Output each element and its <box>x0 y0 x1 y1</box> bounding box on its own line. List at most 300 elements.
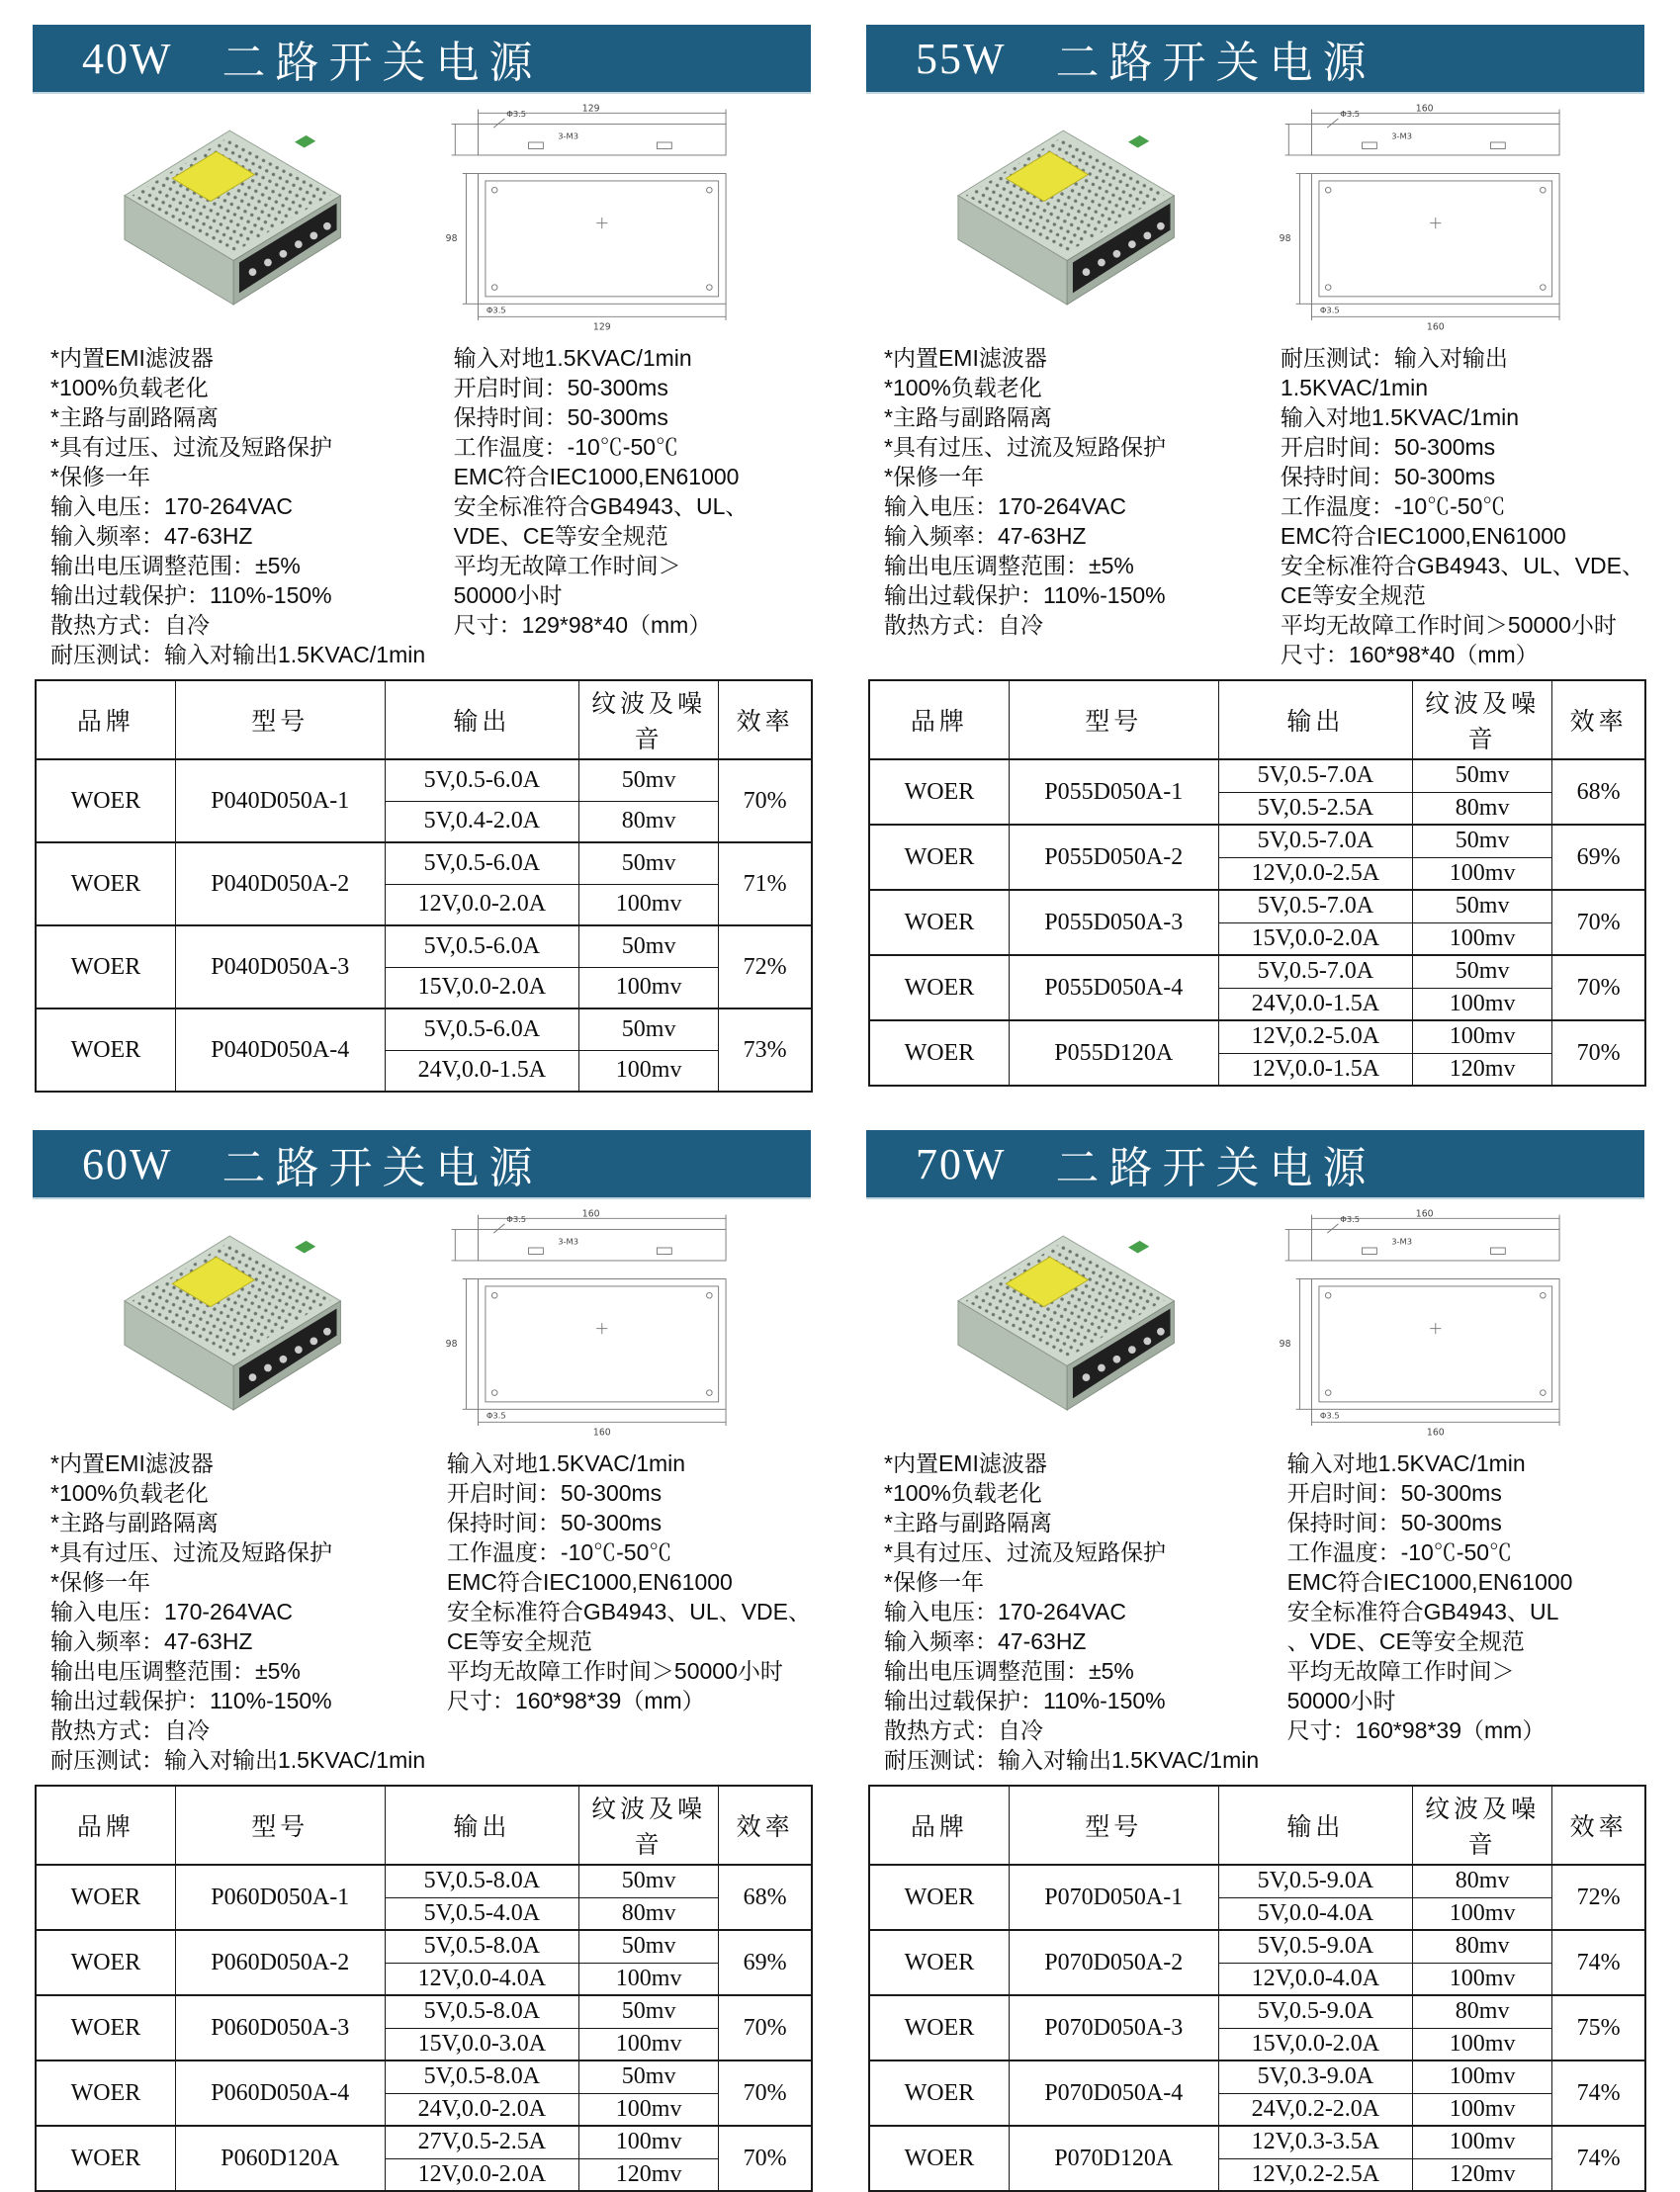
spec-line: *内置EMI滤波器 <box>50 345 214 371</box>
spec-column-right <box>454 343 811 669</box>
spec-line: *具有过压、过流及短路保护 <box>884 1539 1166 1565</box>
spec-line: *保修一年 <box>884 1569 984 1595</box>
col-header-brand: 品牌 <box>869 680 1009 759</box>
brand-cell: WOER <box>869 1995 1009 2060</box>
spec-line: 50000小时 <box>1286 1688 1396 1713</box>
drawing-screw-label: 3-M3 <box>558 1236 579 1247</box>
spec-line: VDE、CE等安全规范 <box>453 523 668 549</box>
efficiency-cell: 70% <box>719 759 812 842</box>
output-cell: 5V,0.5-7.0A <box>1218 890 1412 922</box>
spec-line: EMC符合IEC1000,EN61000 <box>446 1569 733 1595</box>
spec-line: 尺寸：160*98*39（mm） <box>1286 1717 1546 1743</box>
spec-line: 输入频率：47-63HZ <box>50 523 253 549</box>
spec-table <box>35 1785 813 2192</box>
efficiency-cell: 75% <box>1552 1995 1645 2060</box>
table-row <box>869 1930 1645 1963</box>
efficiency-cell: 70% <box>1552 890 1645 955</box>
efficiency-cell: 73% <box>719 1008 812 1092</box>
drawing-hole-label-2: Φ3.5 <box>486 305 506 315</box>
brand-cell: WOER <box>36 925 175 1008</box>
table-row <box>869 825 1645 857</box>
ripple-cell: 80mv <box>578 1897 718 1930</box>
col-header-brand: 品牌 <box>869 1786 1009 1865</box>
drawing-hole-label: Φ3.5 <box>506 108 527 119</box>
output-cell: 12V,0.0-4.0A <box>1218 1963 1412 1995</box>
spec-line: 耐压测试：输入对输出1.5KVAC/1min <box>50 1747 426 1773</box>
brand-cell: WOER <box>36 1930 175 1995</box>
spec-line: 输入对地1.5KVAC/1min <box>446 1450 686 1476</box>
model-cell: P040D050A-2 <box>175 842 385 925</box>
spec-line: 1.5KVAC/1min <box>1280 375 1429 400</box>
drawing-screw-label: 3-M3 <box>1391 1236 1413 1247</box>
col-header-efficiency: 效率 <box>1552 1786 1645 1865</box>
spec-line: 平均无故障工作时间＞50000小时 <box>446 1658 783 1684</box>
output-cell: 12V,0.2-2.5A <box>1218 2158 1412 2191</box>
drawing-hole-label-2: Φ3.5 <box>1319 305 1340 315</box>
table-row <box>869 2126 1645 2158</box>
efficiency-cell: 69% <box>1552 825 1645 890</box>
spec-line: *保修一年 <box>50 464 150 489</box>
spec-line: 输入电压：170-264VAC <box>50 493 293 519</box>
spec-line: 输出过载保护：110%-150% <box>884 582 1166 608</box>
drawing-screw-label: 3-M3 <box>1391 131 1413 141</box>
drawing-length-label-bottom: 160 <box>1426 321 1445 333</box>
media-row <box>33 104 811 339</box>
efficiency-cell: 70% <box>719 2126 812 2191</box>
spec-line: 散热方式：自冷 <box>50 1717 210 1743</box>
output-cell: 12V,0.0-2.5A <box>1218 857 1412 890</box>
spec-line: 输入频率：47-63HZ <box>50 1628 253 1654</box>
efficiency-cell: 71% <box>719 842 812 925</box>
output-cell: 5V,0.5-8.0A <box>385 2060 578 2093</box>
dimension-drawing <box>375 104 811 333</box>
efficiency-cell: 70% <box>1552 955 1645 1020</box>
spec-line: *保修一年 <box>884 464 984 489</box>
table-row <box>36 1008 812 1050</box>
table-row <box>869 1865 1645 1897</box>
drawing-length-label-bottom: 160 <box>1426 1427 1445 1439</box>
efficiency-cell: 70% <box>719 1995 812 2060</box>
drawing-depth-label: 98 <box>1279 1339 1291 1351</box>
col-header-ripple: 纹波及噪音 <box>1412 680 1551 759</box>
table-row <box>869 890 1645 922</box>
spec-text-block <box>50 343 811 669</box>
ripple-cell: 80mv <box>1412 1995 1551 2028</box>
col-header-model: 型号 <box>175 680 385 759</box>
section-title: 二路开关电源 <box>1055 1144 1376 1192</box>
table-row <box>36 1930 812 1963</box>
drawing-depth-label: 98 <box>445 233 458 245</box>
spec-table <box>868 679 1646 1087</box>
spec-line: 保持时间：50-300ms <box>1280 464 1496 489</box>
ripple-cell: 50mv <box>578 1008 718 1050</box>
drawing-hole-label: Φ3.5 <box>1340 108 1361 119</box>
dimension-drawing <box>1208 1209 1644 1439</box>
output-cell: 5V,0.5-6.0A <box>385 925 578 967</box>
brand-cell: WOER <box>869 759 1009 825</box>
ripple-cell: 100mv <box>1412 2126 1551 2158</box>
ripple-cell: 50mv <box>578 1930 718 1963</box>
table-body <box>869 1865 1645 2191</box>
power-supply-case-illustration <box>958 131 1174 305</box>
table-body <box>36 1865 812 2191</box>
spec-line: EMC符合IEC1000,EN61000 <box>1286 1569 1573 1595</box>
efficiency-cell: 68% <box>719 1865 812 1930</box>
spec-column-left <box>884 1448 1287 1775</box>
model-cell: P060D050A-1 <box>175 1865 385 1930</box>
brand-cell: WOER <box>869 890 1009 955</box>
ripple-cell: 100mv <box>578 1963 718 1995</box>
spec-line: 散热方式：自冷 <box>50 612 210 638</box>
output-cell: 12V,0.0-2.0A <box>385 884 578 925</box>
spec-line: 散热方式：自冷 <box>884 612 1043 638</box>
ripple-cell: 50mv <box>1412 759 1551 792</box>
spec-text-block <box>50 1448 811 1775</box>
ripple-cell: 50mv <box>1412 890 1551 922</box>
brand-cell: WOER <box>869 1020 1009 1086</box>
output-cell: 5V,0.4-2.0A <box>385 801 578 842</box>
product-photo <box>894 104 1191 333</box>
col-header-efficiency: 效率 <box>719 1786 812 1865</box>
side-view <box>452 1215 726 1261</box>
efficiency-cell: 72% <box>1552 1865 1645 1930</box>
section-title: 二路开关电源 <box>221 39 543 87</box>
ripple-cell: 80mv <box>578 801 718 842</box>
ripple-cell: 120mv <box>1412 2158 1551 2191</box>
output-cell: 5V,0.5-9.0A <box>1218 1865 1412 1897</box>
table-row <box>36 1865 812 1897</box>
spec-line: 输出电压调整范围：±5% <box>50 1658 301 1684</box>
col-header-output: 输出 <box>1218 1786 1412 1865</box>
model-cell: P060D120A <box>175 2126 385 2191</box>
spec-line: EMC符合IEC1000,EN61000 <box>1280 523 1566 549</box>
output-cell: 5V,0.5-2.5A <box>1218 792 1412 825</box>
ripple-cell: 100mv <box>578 2126 718 2158</box>
drawing-screw-label: 3-M3 <box>558 131 579 141</box>
section-header-bar <box>866 1130 1644 1197</box>
spec-line: 输入频率：47-63HZ <box>884 523 1087 549</box>
output-cell: 5V,0.5-7.0A <box>1218 825 1412 857</box>
spec-line: 耐压测试：输入对输出1.5KVAC/1min <box>884 1747 1260 1773</box>
output-cell: 12V,0.0-4.0A <box>385 1963 578 1995</box>
brand-cell: WOER <box>36 842 175 925</box>
ripple-cell: 50mv <box>578 1865 718 1897</box>
brand-cell: WOER <box>869 955 1009 1020</box>
col-header-brand: 品牌 <box>36 680 175 759</box>
table-body <box>36 759 812 1092</box>
model-cell: P055D050A-4 <box>1009 955 1218 1020</box>
output-cell: 5V,0.5-8.0A <box>385 1865 578 1897</box>
output-cell: 5V,0.3-9.0A <box>1218 2060 1412 2093</box>
brand-cell: WOER <box>869 1865 1009 1930</box>
ripple-cell: 50mv <box>578 842 718 884</box>
spec-column-right <box>447 1448 811 1775</box>
spec-line: 开启时间：50-300ms <box>1286 1480 1502 1506</box>
output-cell: 12V,0.0-2.0A <box>385 2158 578 2191</box>
spec-line: *具有过压、过流及短路保护 <box>50 434 332 460</box>
ripple-cell: 100mv <box>1412 2028 1551 2060</box>
output-cell: 15V,0.0-2.0A <box>1218 922 1412 955</box>
ripple-cell: 100mv <box>578 967 718 1008</box>
product-photo <box>60 104 357 333</box>
power-supply-section <box>866 25 1644 1093</box>
output-cell: 15V,0.0-2.0A <box>1218 2028 1412 2060</box>
output-cell: 5V,0.5-7.0A <box>1218 955 1412 988</box>
col-header-ripple: 纹波及噪音 <box>578 1786 718 1865</box>
spec-line: 输出电压调整范围：±5% <box>50 553 301 578</box>
power-supply-section <box>33 1130 811 2192</box>
ripple-cell: 50mv <box>578 1995 718 2028</box>
output-cell: 5V,0.5-8.0A <box>385 1930 578 1963</box>
spec-line: 输出电压调整范围：±5% <box>884 1658 1134 1684</box>
table-row <box>36 842 812 884</box>
dimension-drawing <box>1208 104 1644 333</box>
efficiency-cell: 70% <box>1552 1020 1645 1086</box>
drawing-hole-label: Φ3.5 <box>506 1213 527 1224</box>
spec-line: 开启时间：50-300ms <box>1280 434 1496 460</box>
ripple-cell: 80mv <box>1412 1930 1551 1963</box>
model-cell: P040D050A-4 <box>175 1008 385 1092</box>
spec-line: 平均无故障工作时间＞ <box>453 553 681 578</box>
brand-cell: WOER <box>869 1930 1009 1995</box>
spec-line: 保持时间：50-300ms <box>446 1510 663 1535</box>
model-cell: P055D050A-1 <box>1009 759 1218 825</box>
side-view <box>1285 1215 1559 1261</box>
col-header-output: 输出 <box>1218 680 1412 759</box>
spec-line: 尺寸：129*98*40（mm） <box>453 612 712 638</box>
table-row <box>36 925 812 967</box>
dimension-drawing <box>375 1209 811 1439</box>
brand-cell: WOER <box>36 2126 175 2191</box>
spec-line: 输入电压：170-264VAC <box>884 493 1126 519</box>
spec-line: 输入频率：47-63HZ <box>884 1628 1087 1654</box>
power-supply-section <box>866 1130 1644 2192</box>
efficiency-cell: 74% <box>1552 2126 1645 2191</box>
green-label <box>1128 135 1149 148</box>
top-view <box>1296 174 1559 320</box>
model-cell: P040D050A-3 <box>175 925 385 1008</box>
spec-line: *100%负载老化 <box>50 375 209 400</box>
drawing-hole-label-2: Φ3.5 <box>486 1410 506 1421</box>
table-row <box>36 2060 812 2093</box>
spec-line: 安全标准符合GB4943、UL、VDE、 <box>446 1599 811 1624</box>
col-header-ripple: 纹波及噪音 <box>578 680 718 759</box>
table-header-row <box>869 680 1645 759</box>
spec-line: 平均无故障工作时间＞50000小时 <box>1280 612 1617 638</box>
spec-line: *主路与副路隔离 <box>50 404 219 430</box>
ripple-cell: 100mv <box>1412 1020 1551 1053</box>
spec-line: 工作温度：-10℃-50℃ <box>446 1539 672 1565</box>
model-cell: P055D120A <box>1009 1020 1218 1086</box>
model-cell: P070D050A-2 <box>1009 1930 1218 1995</box>
spec-line: *主路与副路隔离 <box>884 1510 1052 1535</box>
drawing-length-label-top: 160 <box>1415 104 1434 115</box>
output-cell: 12V,0.2-5.0A <box>1218 1020 1412 1053</box>
efficiency-cell: 72% <box>719 925 812 1008</box>
sections-grid <box>33 25 1652 2192</box>
brand-cell: WOER <box>36 1008 175 1092</box>
output-cell: 5V,0.5-7.0A <box>1218 759 1412 792</box>
brand-cell: WOER <box>36 1865 175 1930</box>
col-header-output: 输出 <box>385 1786 578 1865</box>
spec-line: 工作温度：-10℃-50℃ <box>1286 1539 1513 1565</box>
model-cell: P060D050A-3 <box>175 1995 385 2060</box>
spec-text-block <box>884 1448 1644 1775</box>
ripple-cell: 120mv <box>578 2158 718 2191</box>
table-header-row <box>869 1786 1645 1865</box>
spec-line: 工作温度：-10℃-50℃ <box>1280 493 1506 519</box>
spec-line: 输出电压调整范围：±5% <box>884 553 1134 578</box>
top-view <box>1296 1279 1559 1426</box>
side-view <box>1285 110 1559 155</box>
spec-column-left <box>884 343 1281 669</box>
green-label <box>1128 1241 1149 1254</box>
spec-line: 保持时间：50-300ms <box>1286 1510 1502 1535</box>
section-title: 二路开关电源 <box>221 1144 543 1192</box>
spec-line: 平均无故障工作时间＞ <box>1286 1658 1515 1684</box>
section-wattage: 40W <box>82 34 173 83</box>
ripple-cell: 50mv <box>578 2060 718 2093</box>
spec-line: 耐压测试：输入对输出 <box>1280 345 1508 371</box>
col-header-efficiency: 效率 <box>1552 680 1645 759</box>
efficiency-cell: 68% <box>1552 759 1645 825</box>
table-row <box>869 2060 1645 2093</box>
ripple-cell: 50mv <box>578 759 718 801</box>
media-row <box>33 1209 811 1445</box>
model-cell: P040D050A-1 <box>175 759 385 842</box>
spec-column-right <box>1287 1448 1644 1775</box>
output-cell: 5V,0.5-8.0A <box>385 1995 578 2028</box>
spec-line: 50000小时 <box>453 582 563 608</box>
output-cell: 27V,0.5-2.5A <box>385 2126 578 2158</box>
col-header-ripple: 纹波及噪音 <box>1412 1786 1551 1865</box>
output-cell: 5V,0.5-9.0A <box>1218 1995 1412 2028</box>
col-header-output: 输出 <box>385 680 578 759</box>
col-header-brand: 品牌 <box>36 1786 175 1865</box>
table-row <box>869 759 1645 792</box>
brand-cell: WOER <box>36 759 175 842</box>
media-row <box>866 1209 1644 1445</box>
ripple-cell: 50mv <box>1412 955 1551 988</box>
spec-line: CE等安全规范 <box>446 1628 592 1654</box>
ripple-cell: 100mv <box>1412 1897 1551 1930</box>
ripple-cell: 80mv <box>1412 1865 1551 1897</box>
ripple-cell: 100mv <box>1412 922 1551 955</box>
table-row <box>869 1020 1645 1053</box>
spec-column-right <box>1281 343 1644 669</box>
power-supply-case-illustration <box>125 1236 340 1410</box>
section-wattage: 55W <box>916 34 1007 83</box>
table-row <box>36 1995 812 2028</box>
section-header-bar <box>33 25 811 92</box>
output-cell: 5V,0.5-4.0A <box>385 1897 578 1930</box>
spec-line: 输入对地1.5KVAC/1min <box>453 345 692 371</box>
top-view <box>463 1279 726 1426</box>
ripple-cell: 100mv <box>578 884 718 925</box>
model-cell: P060D050A-4 <box>175 2060 385 2126</box>
brand-cell: WOER <box>36 2060 175 2126</box>
spec-line: 耐压测试：输入对输出1.5KVAC/1min <box>50 642 426 667</box>
spec-line: 输入对地1.5KVAC/1min <box>1280 404 1520 430</box>
spec-table <box>868 1785 1646 2192</box>
ripple-cell: 50mv <box>578 925 718 967</box>
power-supply-case-illustration <box>958 1236 1174 1410</box>
spec-line: 尺寸：160*98*39（mm） <box>446 1688 705 1713</box>
side-view <box>452 110 726 155</box>
ripple-cell: 100mv <box>578 1050 718 1092</box>
output-cell: 24V,0.2-2.0A <box>1218 2093 1412 2126</box>
spec-line: *内置EMI滤波器 <box>884 345 1047 371</box>
ripple-cell: 120mv <box>1412 1053 1551 1086</box>
brand-cell: WOER <box>869 2060 1009 2126</box>
output-cell: 24V,0.0-1.5A <box>1218 988 1412 1020</box>
spec-line: *100%负载老化 <box>884 375 1042 400</box>
spec-line: 工作温度：-10℃-50℃ <box>453 434 679 460</box>
ripple-cell: 100mv <box>1412 1963 1551 1995</box>
spec-line: 散热方式：自冷 <box>884 1717 1043 1743</box>
spec-line: 输入电压：170-264VAC <box>50 1599 293 1624</box>
output-cell: 12V,0.0-1.5A <box>1218 1053 1412 1086</box>
table-header-row <box>36 680 812 759</box>
efficiency-cell: 74% <box>1552 1930 1645 1995</box>
ripple-cell: 100mv <box>1412 988 1551 1020</box>
efficiency-cell: 70% <box>719 2060 812 2126</box>
media-row <box>866 104 1644 339</box>
output-cell: 15V,0.0-2.0A <box>385 967 578 1008</box>
spec-line: 开启时间：50-300ms <box>453 375 668 400</box>
spec-line: *具有过压、过流及短路保护 <box>884 434 1166 460</box>
power-supply-section <box>33 25 811 1093</box>
spec-line: 尺寸：160*98*40（mm） <box>1280 642 1539 667</box>
spec-line: *保修一年 <box>50 1569 150 1595</box>
model-cell: P055D050A-3 <box>1009 890 1218 955</box>
spec-line: 输入电压：170-264VAC <box>884 1599 1126 1624</box>
spec-table <box>35 679 813 1093</box>
spec-line: *主路与副路隔离 <box>884 404 1052 430</box>
ripple-cell: 100mv <box>578 2093 718 2126</box>
spec-line: 输出过载保护：110%-150% <box>884 1688 1166 1713</box>
col-header-efficiency: 效率 <box>719 680 812 759</box>
spec-line: 安全标准符合GB4943、UL、VDE、 <box>1280 553 1644 578</box>
output-cell: 24V,0.0-1.5A <box>385 1050 578 1092</box>
model-cell: P060D050A-2 <box>175 1930 385 1995</box>
output-cell: 5V,0.0-4.0A <box>1218 1897 1412 1930</box>
col-header-model: 型号 <box>1009 1786 1218 1865</box>
spec-line: 保持时间：50-300ms <box>453 404 668 430</box>
table-body <box>869 759 1645 1086</box>
spec-line: 、VDE、CE等安全规范 <box>1286 1628 1525 1654</box>
green-label <box>295 1241 315 1254</box>
drawing-length-label-top: 129 <box>581 104 600 115</box>
spec-line: *主路与副路隔离 <box>50 1510 219 1535</box>
spec-line: 安全标准符合GB4943、UL <box>1286 1599 1559 1624</box>
model-cell: P055D050A-2 <box>1009 825 1218 890</box>
col-header-model: 型号 <box>175 1786 385 1865</box>
drawing-length-label-top: 160 <box>1415 1209 1434 1220</box>
drawing-depth-label: 98 <box>1279 233 1291 245</box>
spec-line: *内置EMI滤波器 <box>50 1450 214 1476</box>
brand-cell: WOER <box>36 1995 175 2060</box>
spec-column-left <box>50 343 454 669</box>
drawing-length-label-bottom: 160 <box>592 1427 611 1439</box>
model-cell: P070D120A <box>1009 2126 1218 2191</box>
section-wattage: 60W <box>82 1139 173 1188</box>
output-cell: 12V,0.3-3.5A <box>1218 2126 1412 2158</box>
model-cell: P070D050A-1 <box>1009 1865 1218 1930</box>
drawing-depth-label: 98 <box>445 1339 458 1351</box>
section-title: 二路开关电源 <box>1055 39 1376 87</box>
output-cell: 24V,0.0-2.0A <box>385 2093 578 2126</box>
